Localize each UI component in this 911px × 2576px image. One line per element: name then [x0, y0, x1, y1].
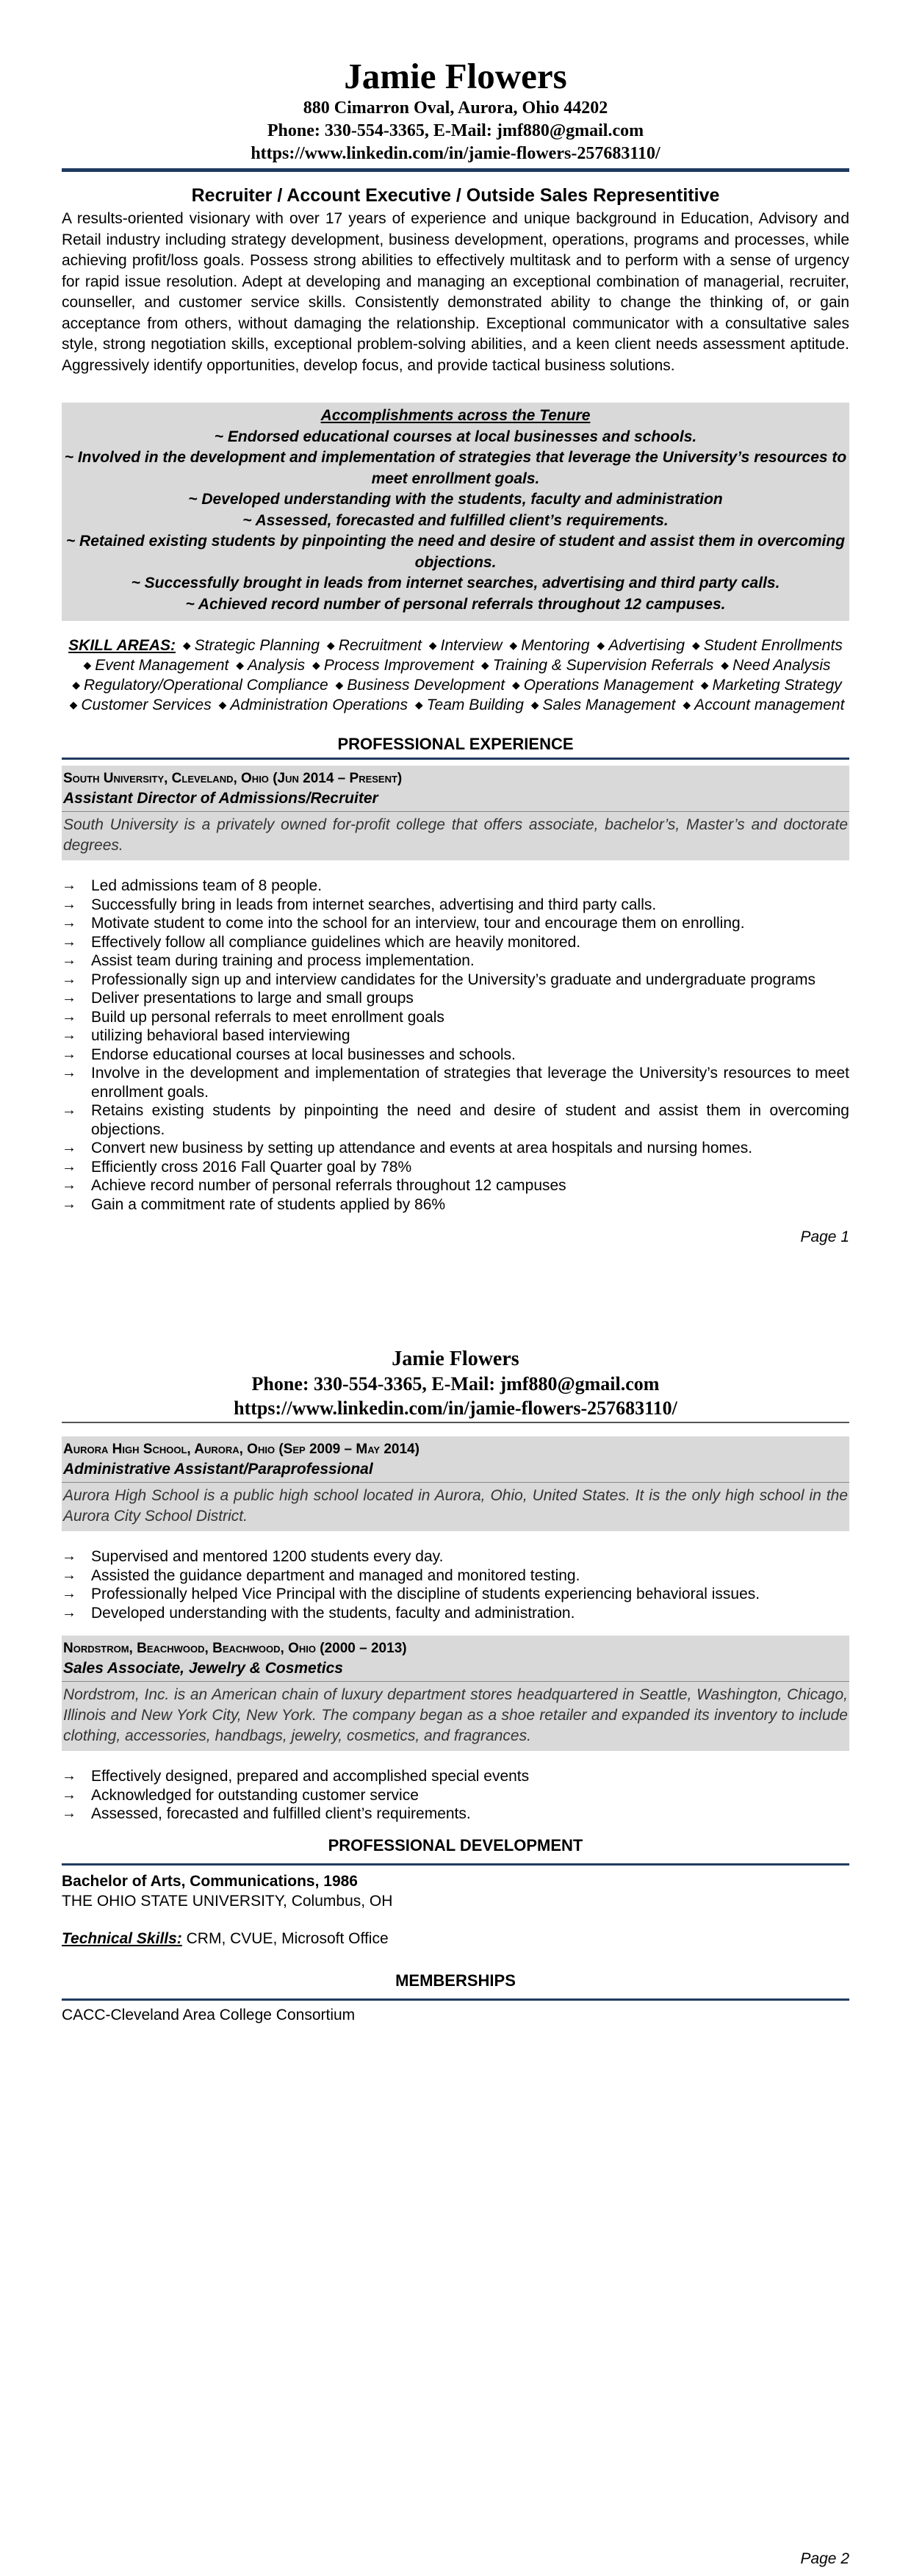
arrow-bullet-icon: → [62, 933, 76, 950]
arrow-bullet-icon: → [62, 1046, 76, 1062]
bullet-item [62, 1585, 849, 1604]
accomplishment-item: ~ Achieved record number of personal referrals throughout 12 campuses. [185, 595, 726, 613]
bullet-text: Convert new business by setting up attendance and events at area hospitals and nursing homes. [91, 1140, 753, 1156]
diamond-bullet-icon: ◆ [721, 659, 730, 671]
bullet-item [62, 1046, 849, 1065]
bullet-item [62, 1767, 849, 1786]
bullet-text: utilizing behavioral based interviewing [91, 1027, 350, 1044]
arrow-bullet-icon: → [62, 1158, 76, 1175]
diamond-bullet-icon: ◆ [326, 639, 335, 651]
diamond-bullet-icon: ◆ [72, 679, 81, 691]
experience-divider [62, 758, 849, 760]
accomplishment-item: ~ Involved in the development and implementation of strategies that leverage the University’s resources to meet enrollment goals. [64, 449, 847, 487]
page1-content [62, 56, 849, 1214]
bullet-text: Successfully bring in leads from internet searches, advertising and third party calls. [91, 896, 657, 913]
accomplishment-item: ~ Endorsed educational courses at local businesses and schools. [214, 428, 697, 445]
job-description: South University is a privately owned for-profit college that offers associate, bachelor’s, Master’s and doctorate degrees. [62, 812, 849, 860]
accomplishment-item: ~ Retained existing students by pinpointing the need and desire of student and assist them in overcoming objections. [65, 533, 846, 571]
diamond-bullet-icon: ◆ [69, 699, 78, 710]
bullet-text: Developed understanding with the students, faculty and administration. [91, 1604, 575, 1622]
bullet-item [62, 971, 849, 990]
diamond-bullet-icon: ◆ [83, 659, 92, 671]
skill-item: Interview [440, 637, 503, 654]
linkedin-link[interactable]: https://www.linkedin.com/in/jamie-flowers-257683110/ [234, 1397, 677, 1419]
skill-areas-label: SKILL AREAS: [68, 637, 176, 654]
bullet-item [62, 1101, 849, 1139]
skill-item: Recruitment [338, 637, 422, 654]
bullet-item [62, 1547, 849, 1566]
technical-skills-label: Technical Skills: [62, 1929, 182, 1947]
bullet-text: Achieve record number of personal referrals throughout 12 campuses [91, 1177, 566, 1194]
arrow-bullet-icon: → [62, 877, 76, 893]
bullet-text: Retains existing students by pinpointing the need and desire of student and assist them in overcoming objections. [91, 1102, 849, 1138]
arrow-bullet-icon: → [62, 1065, 76, 1081]
arrow-bullet-icon: → [62, 952, 76, 968]
bullet-text: Led admissions team of 8 people. [91, 877, 323, 894]
job-aurora-high-school [62, 1436, 849, 1622]
diamond-bullet-icon: ◆ [335, 679, 344, 691]
phone-email: Phone: 330-554-3365, E-Mail: jmf880@gmail.com [267, 121, 644, 140]
arrow-bullet-icon: → [62, 1027, 76, 1043]
bullet-text: Efficiently cross 2016 Fall Quarter goal by 78% [91, 1158, 412, 1176]
skill-item: Analysis [247, 657, 306, 674]
degree: Bachelor of Arts, Communications, 1986 [62, 1872, 358, 1890]
bullet-text: Motivate student to come into the school for an interview, tour and encourage them on enrolling. [91, 915, 745, 932]
bullet-text: Build up personal referrals to meet enrollment goals [91, 1008, 444, 1026]
job-description: Nordstrom, Inc. is an American chain of luxury department stores headquartered in Seattle, Washington, Chicago, Illinois and New York City, New York. The company began as a shoe retailer and expanded its inventory to include clothing, accessories, handbags, jewelry, cosmetics, and fragrances. [62, 1682, 849, 1751]
bullet-item [62, 1176, 849, 1195]
skill-item: Regulatory/Operational Compliance [84, 677, 328, 694]
bullet-text: Supervised and mentored 1200 students every day. [91, 1548, 444, 1565]
bullet-item [62, 1139, 849, 1158]
technical-skills-value: CRM, CVUE, Microsoft Office [181, 1929, 389, 1947]
bullet-item [62, 951, 849, 971]
technical-skills [62, 1929, 849, 1949]
skill-item: Advertising [608, 637, 685, 654]
bullet-text: Assessed, forecasted and fulfilled client’s requirements. [91, 1805, 471, 1822]
skill-item: Need Analysis [732, 657, 831, 674]
arrow-bullet-icon: → [62, 1548, 76, 1564]
experience-title: PROFESSIONAL EXPERIENCE [337, 735, 574, 753]
diamond-bullet-icon: ◆ [511, 679, 520, 691]
arrow-bullet-icon: → [62, 1195, 76, 1212]
bullet-item [62, 1805, 849, 1824]
skill-item: Team Building [426, 697, 524, 713]
skill-item: Event Management [95, 657, 229, 674]
development-divider [62, 1863, 849, 1866]
diamond-bullet-icon: ◆ [312, 659, 320, 671]
arrow-bullet-icon: → [62, 1566, 76, 1583]
page2-content [62, 1347, 849, 2025]
bullet-item [62, 1195, 849, 1215]
diamond-bullet-icon: ◆ [530, 699, 539, 710]
job-header [62, 766, 849, 811]
headline: Recruiter / Account Executive / Outside Sales Representitive [191, 185, 720, 206]
accomplishment-item: ~ Successfully brought in leads from internet searches, advertising and third party calls. [131, 575, 780, 591]
arrow-bullet-icon: → [62, 1140, 76, 1156]
bullet-item [62, 1786, 849, 1805]
skill-item: Training & Supervision Referrals [492, 657, 714, 674]
arrow-bullet-icon: → [62, 896, 76, 913]
accomplishment-item: ~ Developed understanding with the students, faculty and administration [188, 491, 723, 508]
bullet-item [62, 1064, 849, 1101]
job-role: Administrative Assistant/Paraprofessional [63, 1461, 373, 1478]
job-nordstrom [62, 1636, 849, 1824]
skill-item: Business Development [347, 677, 505, 694]
bullet-item [62, 877, 849, 896]
bullet-text: Assist team during training and process implementation. [91, 952, 475, 969]
job-company: Aurora High School, Aurora, Ohio (Sep 2009 – May 2014) [63, 1442, 420, 1457]
accomplishments-box [62, 403, 849, 621]
bullet-text: Assisted the guidance department and managed and monitored testing. [91, 1566, 580, 1584]
bullet-item [62, 1026, 849, 1046]
job-bullets [62, 877, 849, 1214]
membership-item: CACC-Cleveland Area College Consortium [62, 2006, 356, 2023]
skill-item: Sales Management [542, 697, 676, 713]
summary: A results-oriented visionary with over 17 years of experience and unique background in Education, Advisory and Retail industry including strategy development, business development, operations, programs and processes, while achieving profit/loss goals. Possess strong abilities to effectively multitask and to perform with a sense of urgency for rapid issue resolution. Adept at developing and managing an exceptional combination of managerial, recruiter, counseller, and customer service skills. Consistently demonstrated ability to change the thinking of, or gain acceptance from others, without damaging the relationship. Exceptional communicator with a consultative sales style, strong negotiation skills, exceptional problem-solving abilities, and a keen client needs assessment aptitude. Aggressively identify opportunities, develop focus, and provide tactical business solutions. [62, 210, 849, 374]
arrow-bullet-icon: → [62, 1177, 76, 1193]
job-south-university [62, 766, 849, 1214]
bullet-item [62, 1566, 849, 1586]
arrow-bullet-icon: → [62, 1805, 76, 1821]
memberships-divider [62, 1998, 849, 2001]
education [62, 1871, 849, 1911]
arrow-bullet-icon: → [62, 1604, 76, 1621]
arrow-bullet-icon: → [62, 1586, 76, 1602]
resume-page-2 [0, 1288, 911, 2576]
diamond-bullet-icon: ◆ [414, 699, 423, 710]
header-divider [62, 168, 849, 172]
resume-header [62, 56, 849, 172]
diamond-bullet-icon: ◆ [182, 639, 191, 651]
resume-header-continued [62, 1347, 849, 1423]
arrow-bullet-icon: → [62, 1786, 76, 1803]
bullet-text: Effectively follow all compliance guidelines which are heavily monitored. [91, 933, 581, 951]
skill-list [67, 637, 845, 713]
page-number: Page 1 [800, 1228, 849, 1245]
skill-areas [62, 636, 849, 715]
diamond-bullet-icon: ◆ [691, 639, 700, 651]
skill-item: Administration Operations [230, 697, 408, 713]
diamond-bullet-icon: ◆ [428, 639, 437, 651]
job-description: Aurora High School is a public high school located in Aurora, Ohio, United States. It is the only high school in the Aurora City School District. [62, 1483, 849, 1531]
job-bullets [62, 1767, 849, 1824]
skill-item: Customer Services [81, 697, 212, 713]
diamond-bullet-icon: ◆ [700, 679, 709, 691]
skill-item: Process Improvement [323, 657, 475, 674]
bullet-item [62, 914, 849, 933]
bullet-item [62, 1158, 849, 1177]
bullet-item [62, 1604, 849, 1623]
accomplishment-item: ~ Assessed, forecasted and fulfilled client’s requirements. [242, 511, 669, 529]
address: 880 Cimarron Oval, Aurora, Ohio 44202 [303, 98, 608, 118]
bullet-text: Effectively designed, prepared and accomplished special events [91, 1768, 530, 1785]
candidate-name: Jamie Flowers [392, 1348, 519, 1370]
skill-item: Strategic Planning [194, 637, 320, 654]
accomplishments-title: Accomplishments across the Tenure [320, 407, 591, 424]
bullet-text: Acknowledged for outstanding customer service [91, 1786, 419, 1804]
job-header [62, 1436, 849, 1482]
page-number: Page 2 [800, 2550, 849, 2567]
diamond-bullet-icon: ◆ [480, 659, 489, 671]
arrow-bullet-icon: → [62, 915, 76, 931]
bullet-text: Involve in the development and implementation of strategies that leverage the University’s resources to meet enrollment goals. [91, 1065, 849, 1101]
skill-item: Marketing Strategy [712, 677, 842, 694]
linkedin-link[interactable]: https://www.linkedin.com/in/jamie-flowers-257683110/ [251, 144, 660, 163]
skill-item: Operations Management [523, 677, 694, 694]
bullet-item [62, 896, 849, 915]
bullet-item [62, 1008, 849, 1027]
diamond-bullet-icon: ◆ [236, 659, 244, 671]
skill-item: Mentoring [521, 637, 590, 654]
candidate-name: Jamie Flowers [344, 56, 567, 96]
bullet-text: Professionally sign up and interview candidates for the University’s graduate and undergraduate programs [91, 971, 816, 988]
skill-item: Account management [694, 697, 845, 713]
arrow-bullet-icon: → [62, 1008, 76, 1025]
bullet-text: Deliver presentations to large and small groups [91, 990, 414, 1007]
job-header [62, 1636, 849, 1681]
arrow-bullet-icon: → [62, 990, 76, 1006]
diamond-bullet-icon: ◆ [218, 699, 227, 710]
diamond-bullet-icon: ◆ [509, 639, 518, 651]
job-role: Assistant Director of Admissions/Recruiter [63, 790, 378, 807]
diamond-bullet-icon: ◆ [597, 639, 605, 651]
skill-item: Student Enrollments [703, 637, 843, 654]
memberships-title: MEMBERSHIPS [395, 1971, 516, 1990]
development-title: PROFESSIONAL DEVELOPMENT [328, 1835, 583, 1854]
diamond-bullet-icon: ◆ [683, 699, 691, 710]
arrow-bullet-icon: → [62, 971, 76, 987]
bullet-text: Professionally helped Vice Principal with the discipline of students experiencing behavioral issues. [91, 1586, 760, 1602]
job-company: Nordstrom, Beachwood, Beachwood, Ohio (2000 – 2013) [63, 1641, 407, 1656]
bullet-text: Endorse educational courses at local businesses and schools. [91, 1046, 516, 1063]
bullet-item [62, 989, 849, 1008]
phone-email: Phone: 330-554-3365, E-Mail: jmf880@gmail.com [251, 1373, 660, 1395]
job-company: South University, Cleveland, Ohio (Jun 2014 – Present) [63, 771, 403, 786]
school: THE OHIO STATE UNIVERSITY, Columbus, OH [62, 1892, 393, 1910]
arrow-bullet-icon: → [62, 1768, 76, 1784]
job-bullets [62, 1547, 849, 1622]
bullet-text: Gain a commitment rate of students applied by 86% [91, 1195, 446, 1213]
job-role: Sales Associate, Jewelry & Cosmetics [63, 1660, 343, 1677]
arrow-bullet-icon: → [62, 1102, 76, 1118]
bullet-item [62, 933, 849, 952]
header-divider [62, 1422, 849, 1423]
